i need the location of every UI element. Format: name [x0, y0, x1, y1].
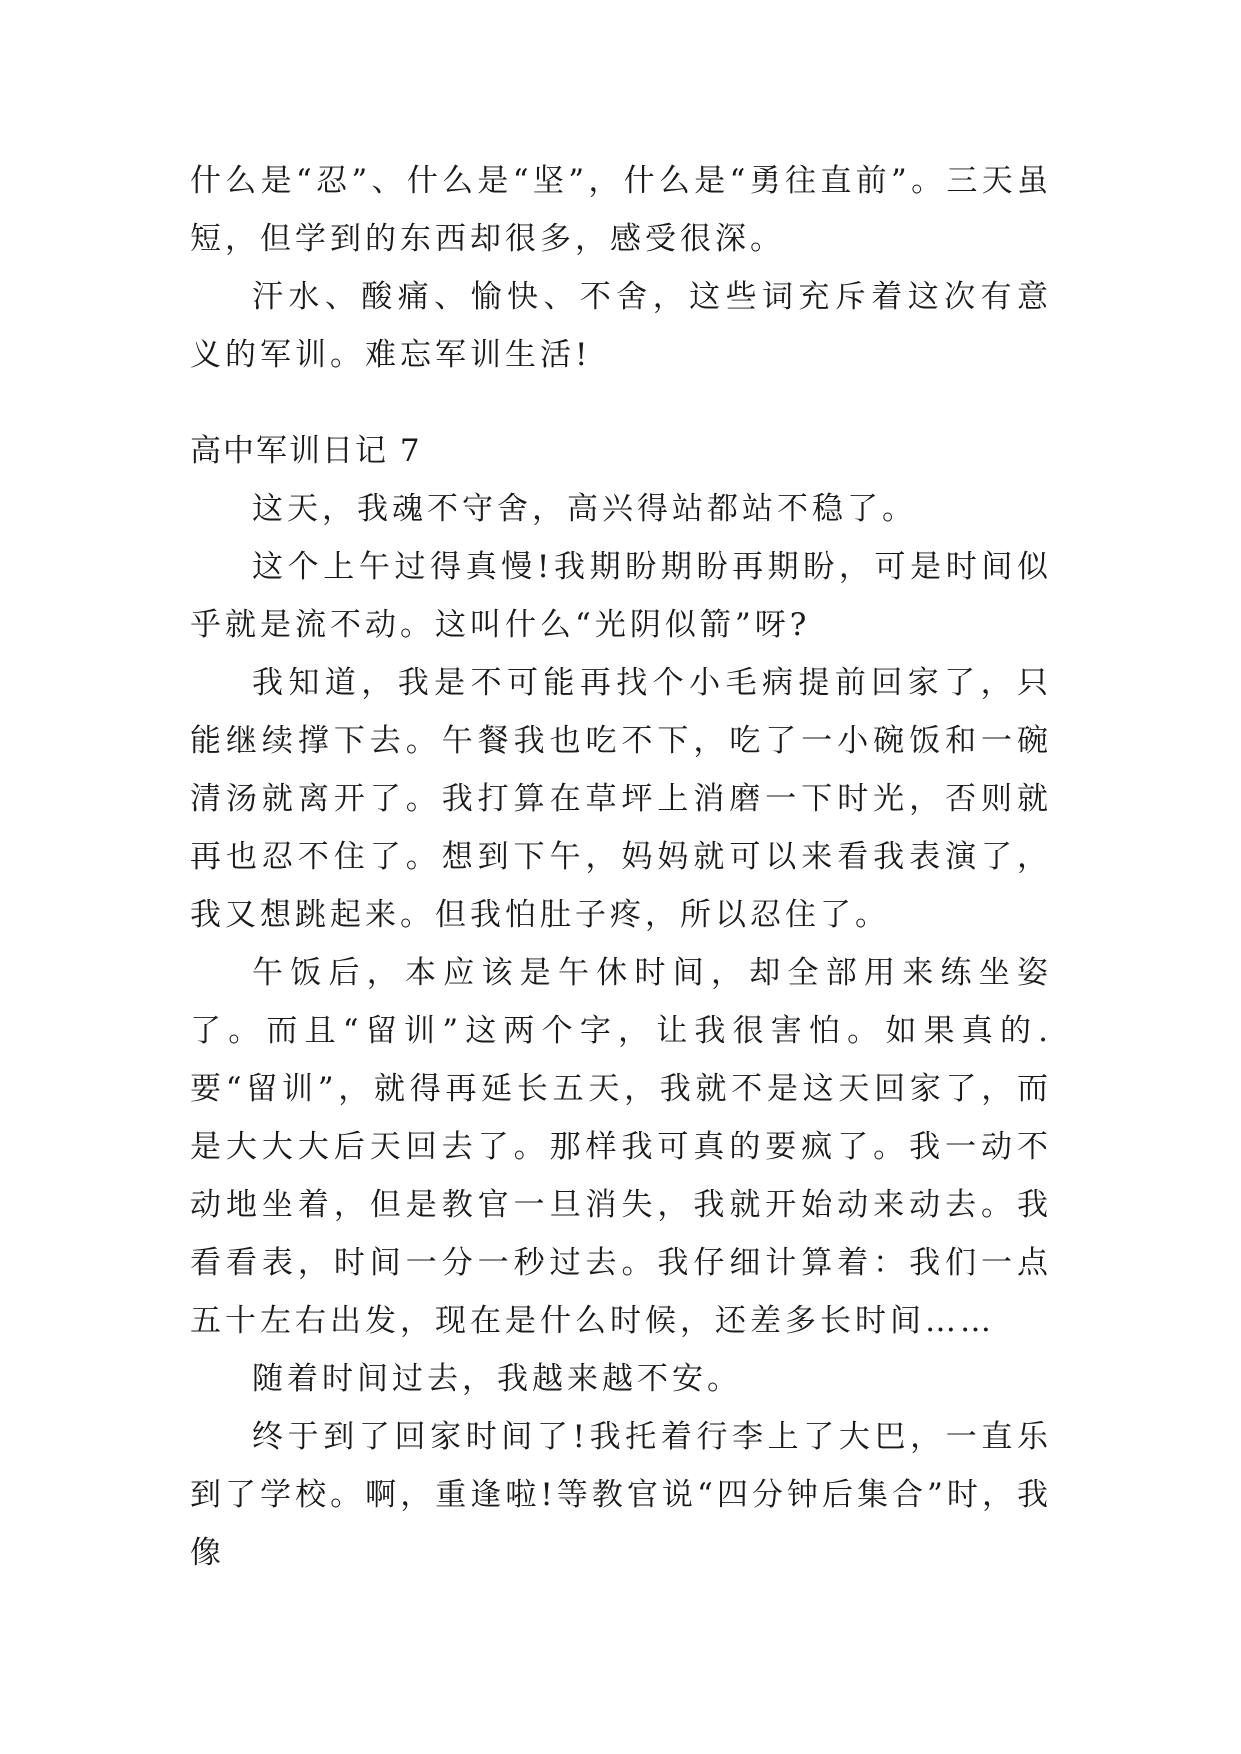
paragraph: 终于到了回家时间了!我托着行李上了大巴，一直乐到了学校。啊，重逢啦!等教官说“四分钟后集合”时，我像: [190, 1419, 1052, 1571]
section-gap: [190, 384, 1052, 422]
paragraph: 随着时间过去，我越来越不安。: [252, 1361, 742, 1397]
document-page: [190, 152, 1052, 1582]
paragraph: 午饭后，本应该是午休时间，却全部用来练坐姿了。而且“留训”这两个字，让我很害怕。如果真的.要“留训”，就得再延长五天，我就不是这天回家了，而是大大大后天回去了。那样我可真的要疯了。我一动不动地坐着，但是教官一旦消失，我就开始动来动去。我看看表，时间一分一秒过去。我仔细计算着：我们一点五十左右出发，现在是什么时候，还差多长时间……: [190, 955, 1052, 1339]
paragraph: 这个上午过得真慢!我期盼期盼再期盼，可是时间似乎就是流不动。这叫什么“光阴似箭”呀?: [190, 549, 1052, 643]
paragraph: 汗水、酸痛、愉快、不舍，这些词充斥着这次有意义的军训。难忘军训生活!: [190, 279, 1052, 373]
section-title: 高中军训日记 7: [190, 433, 422, 469]
paragraph-continued: 什么是“忍”、什么是“坚”，什么是“勇往直前”。三天虽短，但学到的东西却很多，感受很深。: [190, 163, 1052, 257]
paragraph: 我知道，我是不可能再找个小毛病提前回家了，只能继续撑下去。午餐我也吃不下，吃了一小碗饭和一碗清汤就离开了。我打算在草坪上消磨一下时光，否则就再也忍不住了。想到下午，妈妈就可以来看我表演了，我又想跳起来。但我怕肚子疼，所以忍住了。: [190, 665, 1052, 933]
paragraph: 这天，我魂不守舍，高兴得站都站不稳了。: [252, 491, 917, 527]
